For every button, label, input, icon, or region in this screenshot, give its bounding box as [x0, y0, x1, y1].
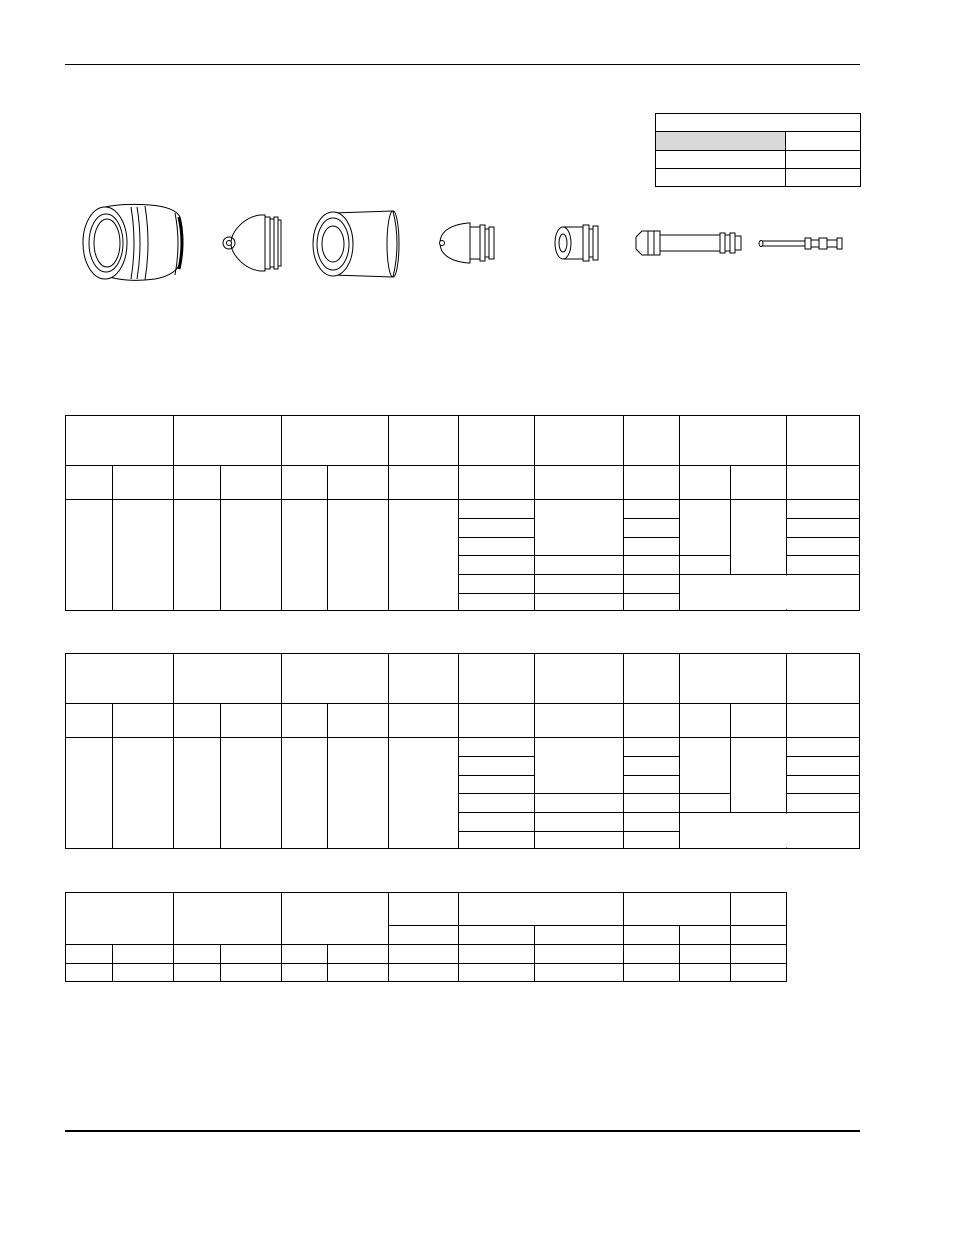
process-table-1-frame — [66, 416, 860, 611]
process-table-2-frame — [66, 654, 860, 849]
footer-rule — [65, 1130, 860, 1132]
